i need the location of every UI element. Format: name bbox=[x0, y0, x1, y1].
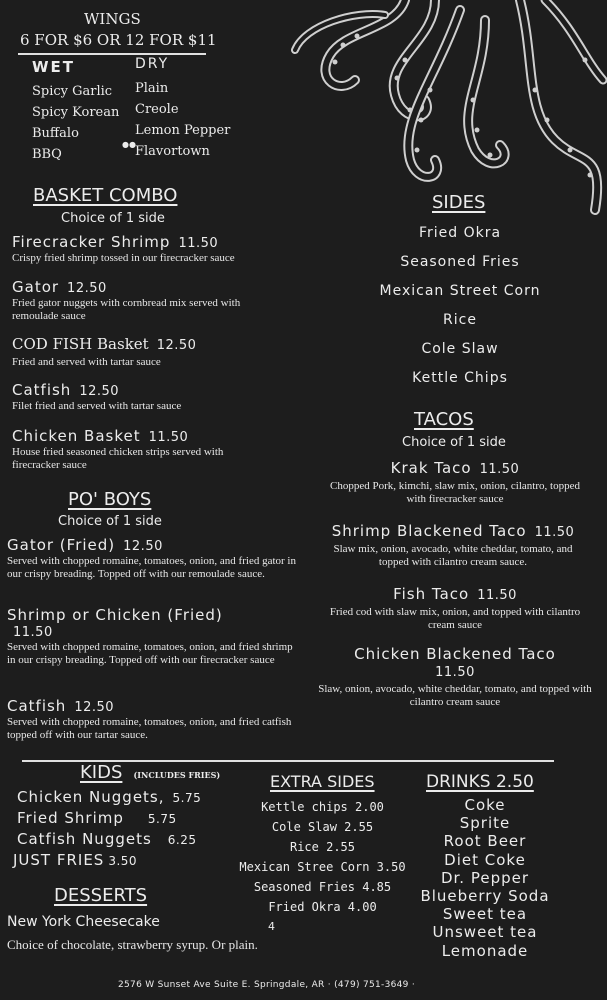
item-price: 5.75 bbox=[147, 812, 177, 826]
taco-item bbox=[305, 645, 605, 709]
item-price: 12.50 bbox=[79, 384, 120, 399]
item-description: Chopped Pork, kimchi, slaw mix, onion, cilantro, topped with firecracker sauce bbox=[330, 480, 580, 505]
dessert-description: Choice of chocolate, strawberry syrup. Or plain. bbox=[7, 937, 258, 952]
dessert-price: 4 bbox=[268, 920, 275, 933]
wet-flavor: Spicy Korean bbox=[32, 105, 120, 120]
drink-item: Sweet tea bbox=[442, 905, 528, 924]
item-price: 11.50 bbox=[178, 236, 219, 251]
wings-divider bbox=[18, 53, 206, 55]
extra-sides-title: EXTRA SIDES bbox=[270, 772, 375, 791]
taco-item bbox=[310, 458, 600, 506]
kids-item bbox=[13, 850, 201, 871]
item-price: 12.50 bbox=[123, 539, 163, 554]
extra-side-item: Mexican Stree Corn 3.50 bbox=[239, 860, 406, 874]
item-name: Fish Taco bbox=[393, 585, 470, 603]
basket-item bbox=[12, 426, 272, 472]
basket-item bbox=[12, 380, 292, 413]
dry-flavor: Plain bbox=[135, 81, 169, 96]
item-name: Firecracker Shrimp bbox=[12, 233, 171, 251]
item-name: Chicken Nuggets, bbox=[17, 788, 165, 806]
drink-item: Sprite bbox=[459, 814, 511, 833]
item-price: 11.50 bbox=[477, 588, 517, 603]
kids-list bbox=[13, 787, 202, 871]
item-name: Chicken Blackened Taco bbox=[354, 645, 556, 663]
drink-item: Blueberry Soda bbox=[420, 887, 550, 906]
item-price: 11.50 bbox=[148, 430, 189, 445]
item-description: Fried cod with slaw mix, onion, and topped with cilantro cream sauce bbox=[329, 606, 581, 631]
item-description: Crispy fried shrimp tossed in our firecracker sauce bbox=[12, 252, 235, 264]
extra-side-item: Seasoned Fries 4.85 bbox=[253, 880, 392, 894]
extra-sides-list bbox=[225, 797, 420, 917]
extra-side-item: Cole Slaw 2.55 bbox=[271, 820, 374, 834]
kids-title: KIDS bbox=[80, 762, 123, 783]
item-name: Catfish bbox=[12, 381, 72, 399]
desserts-title: DESSERTS bbox=[54, 885, 148, 906]
item-price: 5.75 bbox=[172, 791, 202, 805]
item-description: Served with chopped romaine, tomatoes, onion, and fried shrimp in our crispy breading. Topped off with our firecracker sauce bbox=[7, 641, 293, 666]
kids-note: (INCLUDES FRIES) bbox=[133, 770, 221, 780]
item-name: Fried Shrimp bbox=[17, 809, 124, 827]
item-name: Catfish Nuggets bbox=[17, 830, 152, 848]
wings-pricing: 6 FOR $6 OR 12 FOR $11 bbox=[20, 31, 217, 49]
tacos-subtitle: Choice of 1 side bbox=[402, 435, 506, 450]
item-price: 12.50 bbox=[67, 281, 107, 296]
item-name: Krak Taco bbox=[390, 459, 472, 477]
item-description: Filet fried and served with tartar sauce bbox=[12, 400, 182, 412]
poboy-item bbox=[7, 606, 297, 667]
item-price: 6.25 bbox=[167, 833, 197, 847]
extra-side-item: Fried Okra 4.00 bbox=[268, 900, 377, 914]
side-item: Fried Okra bbox=[418, 225, 502, 241]
wings-wet-header: WET bbox=[32, 58, 76, 76]
drinks-title: DRINKS 2.50 bbox=[426, 772, 534, 792]
kids-header bbox=[80, 762, 220, 783]
wings-title: WINGS bbox=[84, 10, 141, 28]
item-name: Shrimp or Chicken (Fried) bbox=[7, 606, 223, 624]
extra-side-item: Kettle chips 2.00 bbox=[261, 800, 384, 814]
kids-item bbox=[17, 829, 201, 850]
item-name: JUST FRIES bbox=[13, 851, 105, 869]
item-name: Catfish bbox=[7, 697, 67, 715]
item-description: Fried gator nuggets with cornbread mix served with remoulade sauce bbox=[12, 297, 241, 322]
side-item: Rice bbox=[443, 312, 477, 328]
tacos-title: TACOS bbox=[414, 409, 474, 430]
drink-item: Dr. Pepper bbox=[440, 868, 530, 887]
spicy-dots-icon: ●● bbox=[122, 140, 136, 149]
drinks-list bbox=[405, 796, 565, 960]
dry-flavor: Creole bbox=[135, 102, 179, 117]
side-item: Kettle Chips bbox=[412, 370, 508, 386]
item-price: 11.50 bbox=[479, 462, 520, 477]
sides-list bbox=[345, 219, 575, 393]
side-item: Seasoned Fries bbox=[400, 254, 520, 270]
basket-item bbox=[12, 277, 282, 323]
wet-flavor: Spicy Garlic bbox=[32, 84, 113, 99]
drink-item: Lemonade bbox=[441, 941, 529, 960]
basket-title: BASKET COMBO bbox=[33, 185, 178, 206]
item-name: COD FISH Basket bbox=[12, 335, 149, 353]
wet-flavor: BBQ bbox=[32, 147, 62, 162]
dry-flavor: Lemon Pepper bbox=[135, 123, 231, 138]
extra-side-item: Rice 2.55 bbox=[289, 840, 356, 854]
sides-title: SIDES bbox=[432, 192, 486, 213]
wet-flavor: Buffalo bbox=[32, 126, 79, 141]
item-price: 3.50 bbox=[108, 854, 138, 868]
octopus-illustration bbox=[285, 0, 607, 220]
side-item: Cole Slaw bbox=[421, 341, 499, 357]
drink-item: Diet Coke bbox=[444, 850, 526, 869]
poboy-item bbox=[7, 696, 297, 742]
drink-item: Root Beer bbox=[443, 832, 527, 851]
taco-item bbox=[303, 521, 603, 569]
item-description: Slaw mix, onion, avocado, white cheddar, tomato, and topped with cilantro cream sauce. bbox=[333, 543, 573, 568]
item-description: House fried seasoned chicken strips served with firecracker sauce bbox=[12, 446, 224, 471]
item-price: 11.50 bbox=[435, 665, 475, 680]
item-price: 11.50 bbox=[534, 525, 575, 540]
basket-item bbox=[12, 334, 292, 369]
poboy-item bbox=[7, 535, 297, 581]
wings-dry-header: DRY bbox=[135, 56, 170, 72]
item-name: Gator (Fried) bbox=[7, 536, 116, 554]
poboys-subtitle: Choice of 1 side bbox=[58, 514, 162, 529]
kids-item bbox=[17, 787, 201, 808]
item-price: 12.50 bbox=[156, 338, 197, 353]
wings-wet-list bbox=[32, 81, 119, 165]
wings-dry-list bbox=[135, 78, 230, 162]
item-name: Chicken Basket bbox=[12, 427, 141, 445]
item-description: Served with chopped romaine, tomatoes, onion, and fried gator in our crispy breading. Topped off with our remoulade sauce. bbox=[7, 555, 296, 580]
side-item: Mexican Street Corn bbox=[379, 283, 541, 299]
item-description: Served with chopped romaine, tomatoes, onion, and fried catfish topped off with our tartar sauce. bbox=[7, 716, 292, 741]
poboys-title: PO' BOYS bbox=[68, 489, 152, 510]
item-name: Shrimp Blackened Taco bbox=[331, 522, 527, 540]
item-name: Gator bbox=[12, 278, 60, 296]
item-description: Fried and served with tartar sauce bbox=[12, 356, 161, 368]
basket-item bbox=[12, 232, 292, 265]
basket-subtitle: Choice of 1 side bbox=[61, 211, 165, 226]
dessert-name: New York Cheesecake bbox=[7, 914, 160, 930]
taco-item bbox=[310, 584, 600, 632]
kids-item bbox=[17, 808, 201, 829]
drink-item: Coke bbox=[464, 796, 506, 814]
footer-address: 2576 W Sunset Ave Suite E. Springdale, AR · (479) 751-3649 · bbox=[118, 980, 416, 990]
item-description: Slaw, onion, avocado, white cheddar, tomato, and topped with cilantro cream sauce bbox=[318, 683, 592, 708]
drink-item: Unsweet tea bbox=[432, 923, 538, 942]
dry-flavor: Flavortown bbox=[135, 144, 210, 159]
item-price: 11.50 bbox=[13, 625, 53, 640]
item-price: 12.50 bbox=[74, 700, 115, 715]
